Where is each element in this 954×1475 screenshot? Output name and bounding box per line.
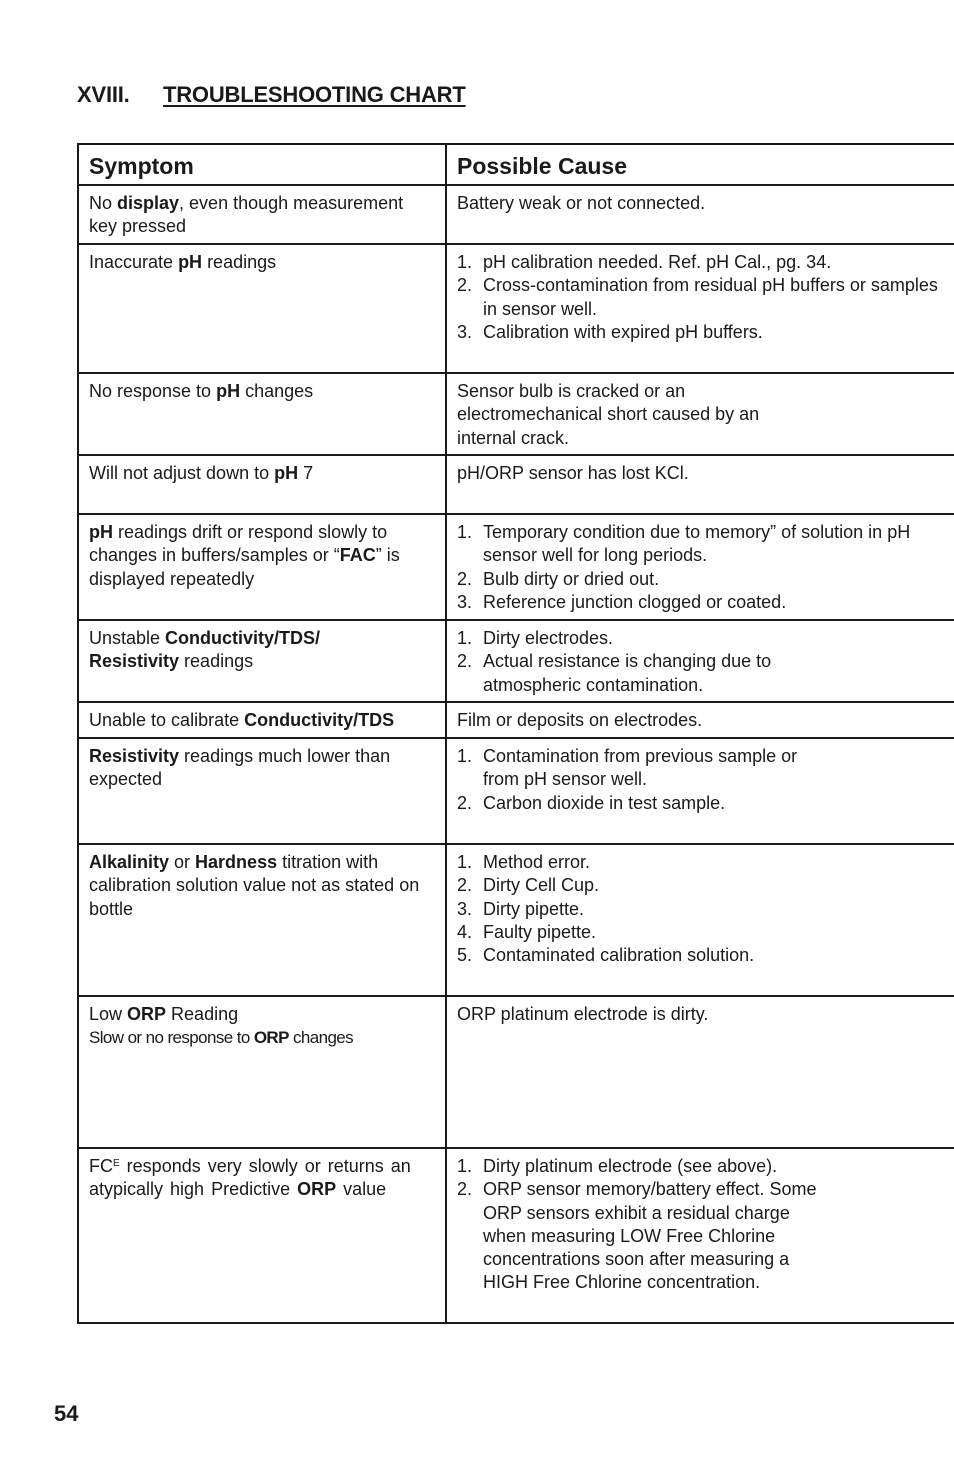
list-item: 2. Bulb dirty or dried out. — [457, 568, 660, 589]
table-row — [78, 373, 954, 455]
section-number: XVIII. — [77, 82, 130, 107]
cause-cell — [446, 738, 954, 844]
symptom-cell: Unable to calibrate Conductivity/TDS — [78, 702, 446, 738]
symptom-line: Slow or no response to ORP changes — [89, 1028, 354, 1048]
list-item: 1. Dirty platinum electrode (see above). — [457, 1156, 778, 1176]
page-number: 54 — [54, 1401, 79, 1426]
list-item: 1. Method error. — [457, 852, 591, 872]
cause-cell — [446, 620, 954, 702]
list-item: 2. Dirty Cell Cup. — [457, 875, 600, 896]
cause-cell: Battery weak or not connected. — [446, 185, 954, 244]
symptom-cell — [78, 996, 446, 1148]
cause-list — [457, 1155, 945, 1295]
symptom-cell: Resistivity readings much lower than expected — [78, 738, 446, 844]
table-row — [78, 244, 954, 373]
list-item: 2. ORP sensor memory/battery effect. Some ORP sensors exhibit a residual charge when measuring LOW Free Chlorine concentrations soon after measuring a HIGH Free Chlorine concentration. — [457, 1179, 817, 1293]
table-row — [78, 185, 954, 244]
symptom-cell: No response to pH changes — [78, 373, 446, 455]
cause-cell — [446, 844, 954, 996]
list-item: 3. Dirty pipette. — [457, 898, 585, 919]
symptom-cell: $FC^E$ responds very slowly or returns an atypically high Predictive ORP value — [78, 1148, 446, 1323]
cause-cell: ORP platinum electrode is dirty. — [446, 996, 954, 1148]
list-item: 3. Calibration with expired pH buffers. — [457, 321, 763, 342]
symptom-cell: pH readings drift or respond slowly to changes in buffers/samples or “FAC” is displayed repeatedly — [78, 514, 446, 620]
cause-cell: Film or deposits on electrodes. — [446, 702, 954, 738]
cause-cell — [446, 514, 954, 620]
list-item: 3. Reference junction clogged or coated. — [457, 591, 787, 612]
list-item: 1. pH calibration needed. Ref. pH Cal., pg. 34. — [457, 252, 832, 272]
cause-cell — [446, 1148, 954, 1323]
symptom-line: Low ORP Reading — [89, 1004, 239, 1024]
table-row — [78, 738, 954, 844]
table-row — [78, 514, 954, 620]
symptom-cell: Inaccurate pH readings — [78, 244, 446, 373]
cause-list — [457, 627, 945, 697]
section-heading — [77, 82, 466, 108]
symptom-column-header: Symptom — [78, 144, 446, 185]
list-item: 4. Faulty pipette. — [457, 921, 597, 942]
cause-list — [457, 521, 945, 614]
list-item: 5. Contaminated calibration solution. — [457, 945, 755, 966]
list-item: 2. Carbon dioxide in test sample. — [457, 792, 726, 813]
section-title: TROUBLESHOOTING CHART — [163, 82, 466, 107]
table-row — [78, 620, 954, 702]
list-item: 2. Cross-contamination from residual pH buffers or samples in sensor well. — [457, 275, 938, 319]
cause-list — [457, 745, 945, 815]
list-item: 1. Contamination from previous sample or from pH sensor well. — [457, 746, 798, 790]
troubleshooting-table — [77, 143, 954, 1324]
symptom-cell: Will not adjust down to pH 7 — [78, 455, 446, 514]
list-item: 1. Temporary condition due to memory” of solution in pH sensor well for long periods. — [457, 522, 911, 566]
table-row — [78, 702, 954, 738]
cause-list — [457, 851, 945, 967]
cause-cell: pH/ORP sensor has lost KCl. — [446, 455, 954, 514]
cause-column-header: Possible Cause — [446, 144, 954, 185]
table-row — [78, 844, 954, 996]
symptom-cell: Alkalinity or Hardness titration with calibration solution value not as stated on bottle — [78, 844, 446, 996]
table-row — [78, 455, 954, 514]
table-row — [78, 1148, 954, 1323]
list-item: 1. Dirty electrodes. — [457, 628, 614, 648]
list-item: 2. Actual resistance is changing due to atmospheric contamination. — [457, 651, 772, 695]
symptom-cell: No display, even though measurement key pressed — [78, 185, 446, 244]
symptom-cell: Unstable Conductivity/TDS/ Resistivity readings — [78, 620, 446, 702]
table-header-row — [78, 144, 954, 185]
cause-cell: Sensor bulb is cracked or an electromechanical short caused by an internal crack. — [446, 373, 954, 455]
cause-cell — [446, 244, 954, 373]
table-row — [78, 996, 954, 1148]
cause-list — [457, 251, 945, 344]
